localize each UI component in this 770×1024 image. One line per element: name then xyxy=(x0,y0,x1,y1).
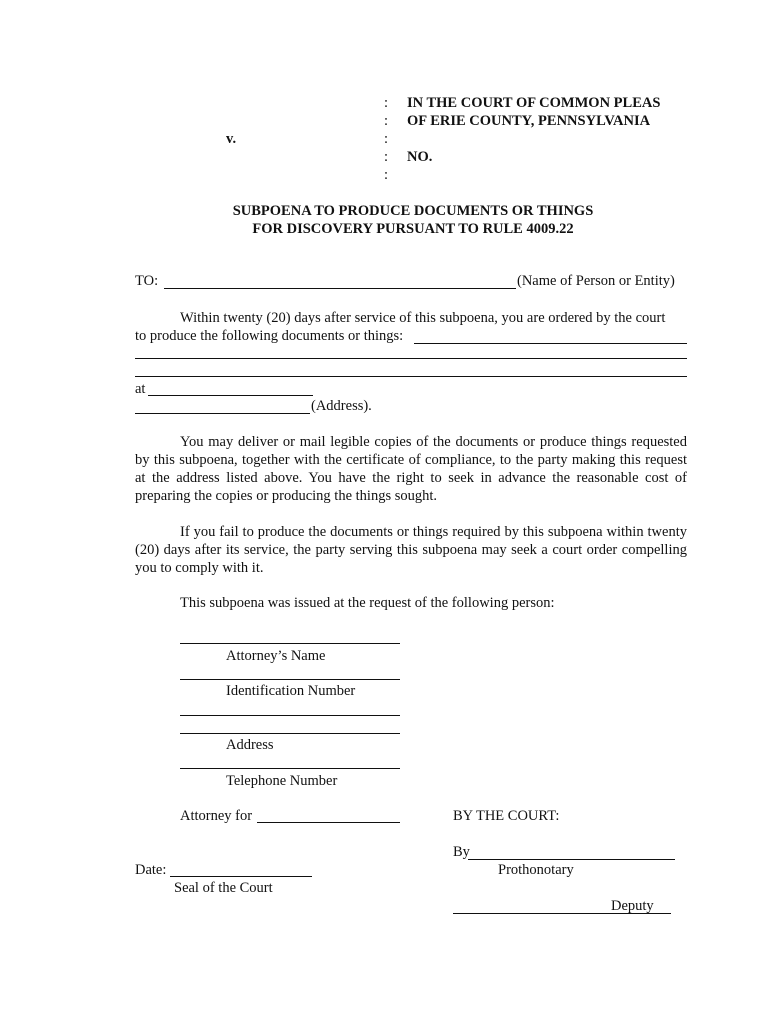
documents-field-line3[interactable] xyxy=(135,376,687,377)
title-line1: SUBPOENA TO PRODUCE DOCUMENTS OR THINGS xyxy=(232,203,594,219)
address-label: Address xyxy=(226,737,274,753)
caption-colon: : xyxy=(384,167,389,183)
court-name-line2: OF ERIE COUNTY, PENNSYLVANIA xyxy=(407,113,651,129)
telephone-number-field[interactable] xyxy=(180,768,400,769)
deputy-label: Deputy xyxy=(611,898,654,914)
paragraph1-line1: Within twenty (20) days after service of this subpoena, you are ordered by the court xyxy=(180,310,666,326)
noncompliance-paragraph xyxy=(135,523,687,577)
paragraph1-line2: to produce the following documents or things: xyxy=(135,328,404,344)
caption-colon: : xyxy=(384,113,389,129)
seal-of-court-label: Seal of the Court xyxy=(174,880,273,896)
prothonotary-label: Prothonotary xyxy=(498,862,574,878)
documents-field-line1[interactable] xyxy=(414,343,687,344)
attorney-name-field[interactable] xyxy=(180,643,400,644)
by-the-court-label: BY THE COURT: xyxy=(453,808,560,824)
telephone-number-label: Telephone Number xyxy=(226,773,338,789)
at-label: at xyxy=(135,381,146,397)
delivery-instructions-paragraph xyxy=(135,433,687,505)
caption-colon: : xyxy=(384,95,389,111)
court-name-line1: IN THE COURT OF COMMON PLEAS xyxy=(407,95,661,111)
by-label: By xyxy=(453,844,470,860)
attorney-name-label: Attorney’s Name xyxy=(226,648,326,664)
address-hint: (Address). xyxy=(311,398,372,414)
case-number-label: NO. xyxy=(407,149,433,165)
identification-number-label: Identification Number xyxy=(226,683,356,699)
address-field-b[interactable] xyxy=(180,733,400,734)
attorney-for-label: Attorney for xyxy=(180,808,253,824)
title-line2: FOR DISCOVERY PURSUANT TO RULE 4009.22 xyxy=(252,221,574,237)
delivery-instructions-text: You may deliver or mail legible copies of the documents or produce things requested by this subpoena, together with the certificate of compliance, to the party making this request at the address listed above. You have the right to seek in advance the reasonable cost of preparing the copies or producing the things sought. xyxy=(135,434,687,504)
versus-label: v. xyxy=(226,131,237,147)
recipient-name-hint: (Name of Person or Entity) xyxy=(517,273,675,289)
address-field-a[interactable] xyxy=(180,715,400,716)
prothonotary-signature-field[interactable] xyxy=(468,859,675,860)
date-field[interactable] xyxy=(170,876,312,877)
address-field-line1[interactable] xyxy=(148,395,313,396)
attorney-for-field[interactable] xyxy=(257,822,400,823)
caption-colon: : xyxy=(384,131,389,147)
identification-number-field[interactable] xyxy=(180,679,400,680)
documents-field-line2[interactable] xyxy=(135,358,687,359)
recipient-name-field[interactable] xyxy=(164,288,516,289)
noncompliance-text: If you fail to produce the documents or things required by this subpoena within twenty (20) days after its service, the party serving this subpoena may seek a court order compelling you to comply with it. xyxy=(135,524,687,576)
issued-by-statement: This subpoena was issued at the request of the following person: xyxy=(180,595,555,611)
caption-colon: : xyxy=(384,149,389,165)
address-field-line2[interactable] xyxy=(135,413,310,414)
date-label: Date: xyxy=(135,862,167,878)
to-label: TO: xyxy=(135,273,159,289)
